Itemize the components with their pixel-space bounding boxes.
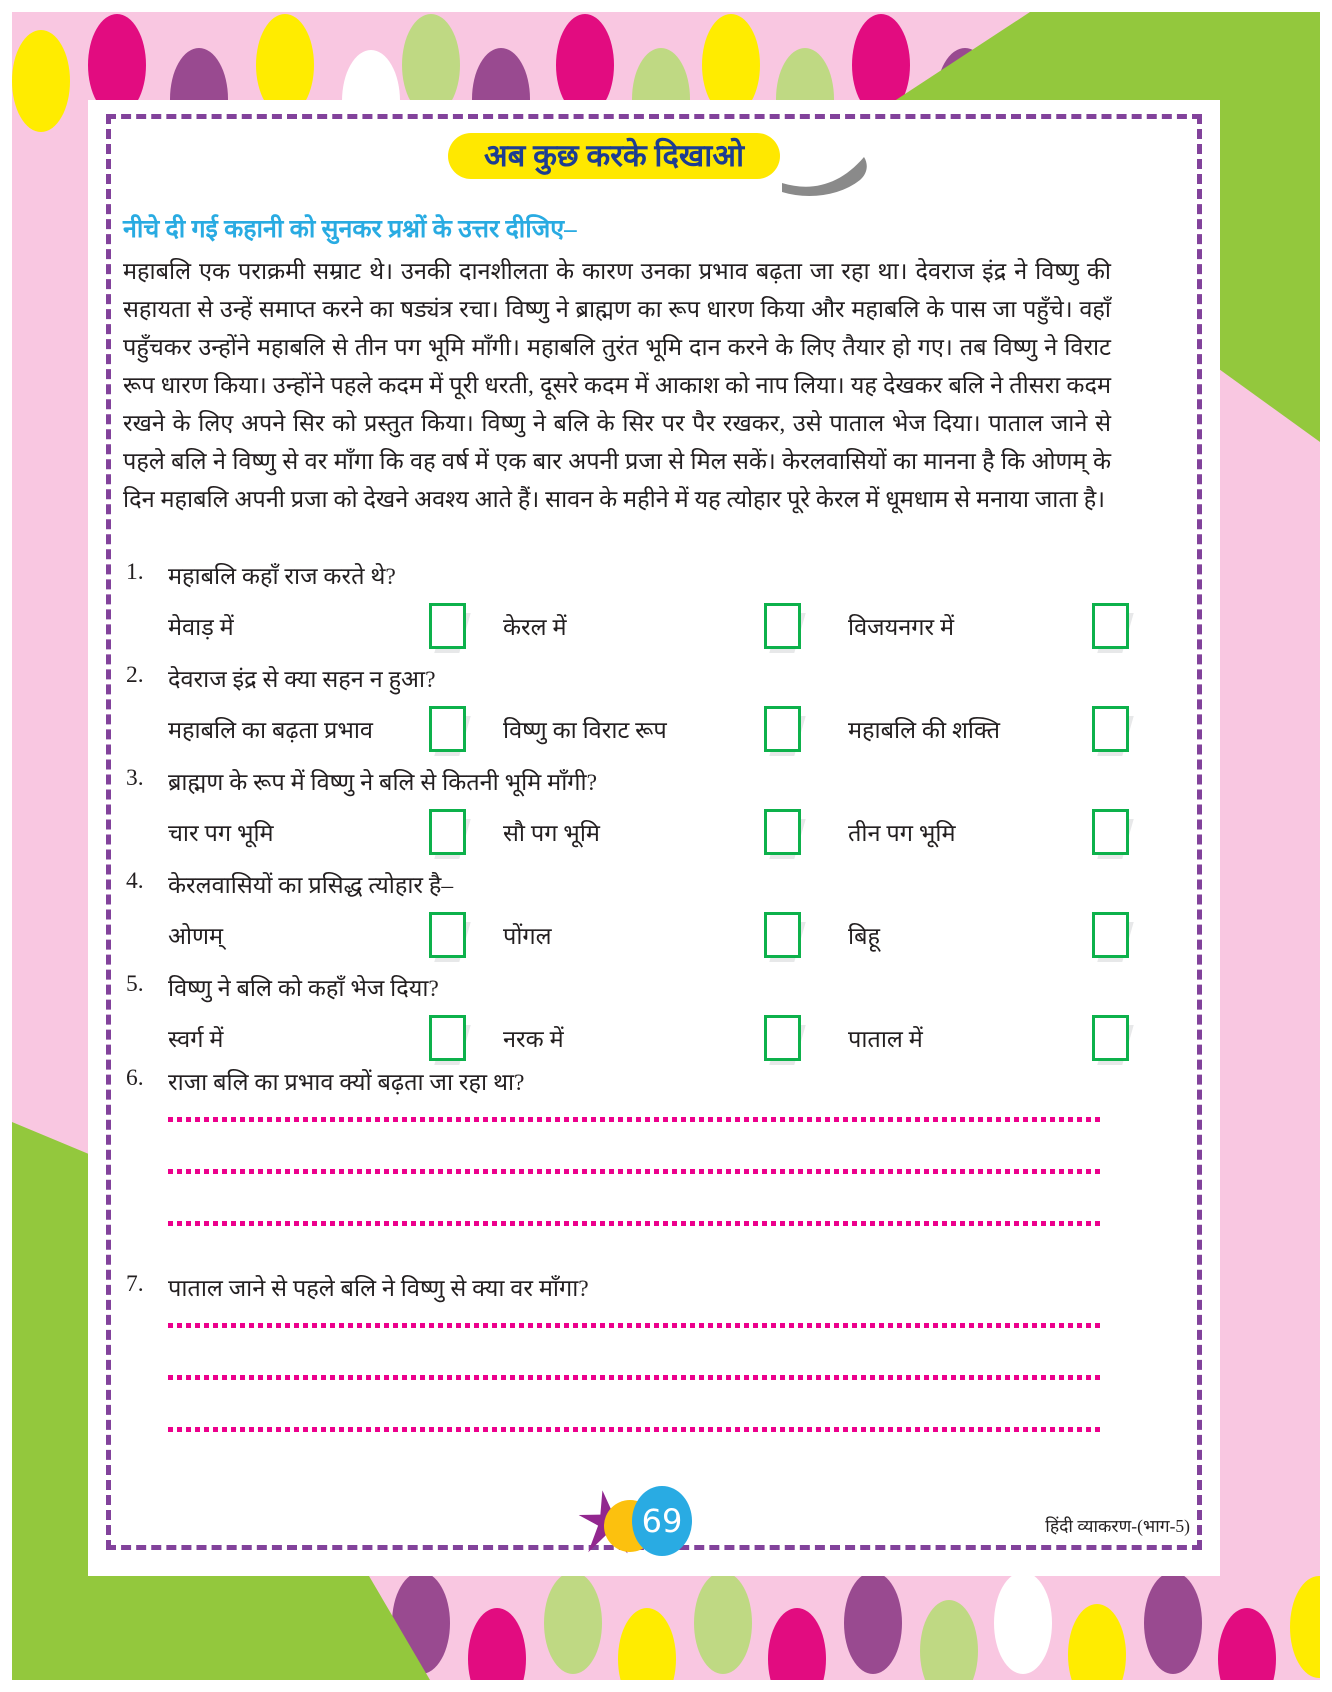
question-text: महाबलि कहाँ राज करते थे? [168,564,396,590]
option-checkbox[interactable] [764,1015,801,1061]
option-label: बिहू [848,924,880,950]
options-row-3 [168,809,1197,855]
option-label: तीन पग भूमि [848,821,956,847]
option-label: नरक में [503,1027,564,1053]
option-checkbox[interactable] [429,912,466,958]
option-checkbox[interactable] [1092,706,1129,752]
page-number-badge [580,1486,700,1564]
story-paragraph: महाबलि एक पराक्रमी सम्राट थे। उनकी दानशीलता के कारण उनका प्रभाव बढ़ता जा रहा था। देवराज इंद्र ने विष्णु की सहायता से उन्हें समाप्त करने का षड्यंत्र रचा। विष्णु ने ब्राह्मण का रूप धारण किया और महाबलि के पास जा पहुँचे। वहाँ पहुँचकर उन्होंने महाबलि से तीन पग भूमि माँगी। महाबलि तुरंत भूमि दान करने के लिए तैयार हो गए। तब विष्णु ने विराट रूप धारण किया। उन्होंने पहले कदम में पूरी धरती, दूसरे कदम में आकाश को नाप लिया। यह देखकर बलि ने तीसरा कदम रखने के लिए अपने सिर को प्रस्तुत किया। विष्णु ने बलि के सिर पर पैर रखकर, उसे पाताल भेज दिया। पाताल जाने से पहले बलि ने विष्णु से वर माँगा कि वह वर्ष में एक बार अपनी प्रजा से मिल सकें। केरलवासियों का मानना है कि ओणम् के दिन महाबलि अपनी प्रजा को देखने अवश्य आते हैं। सावन के महीने में यह त्योहार पूरे केरल में धूमधाम से मनाया जाता है। [123,259,1111,513]
activity-banner [111,133,1197,185]
answer-line[interactable] [168,1323,1103,1328]
answer-line[interactable] [168,1169,1103,1174]
option-checkbox[interactable] [764,809,801,855]
question-text: राजा बलि का प्रभाव क्यों बढ़ता जा रहा था? [168,1070,525,1096]
option-checkbox[interactable] [1092,1015,1129,1061]
option-checkbox[interactable] [429,603,466,649]
option-label: ओणम् [168,924,224,950]
decor-oval [618,1608,676,1680]
answer-line[interactable] [168,1221,1103,1226]
option-label: केरल में [503,615,567,641]
option-label: पाताल में [848,1027,923,1053]
footer-caption: हिंदी व्याकरण-(भाग-5) [1045,1516,1190,1536]
decor-oval [920,1600,978,1680]
question-number: 6. [126,1065,144,1091]
option-checkbox[interactable] [429,706,466,752]
decor-oval [694,1572,752,1674]
options-row-5 [168,1015,1197,1061]
question-text: देवराज इंद्र से क्या सहन न हुआ? [168,667,436,693]
decor-oval [12,30,70,132]
question-text: विष्णु ने बलि को कहाँ भेज दिया? [168,976,439,1002]
worksheet-card [88,100,1220,1576]
option-checkbox[interactable] [764,706,801,752]
answer-line[interactable] [168,1117,1103,1122]
question-number: 4. [126,868,144,894]
decor-oval [544,1572,602,1674]
page-number: 69 [632,1486,692,1556]
option-label: विजयनगर में [848,615,955,641]
question-text: पाताल जाने से पहले बलि ने विष्णु से क्या वर माँगा? [168,1276,589,1302]
answer-line[interactable] [168,1375,1103,1380]
mcq-question-2 [126,662,1197,694]
decor-oval [1144,1572,1202,1674]
question-text: केरलवासियों का प्रसिद्ध त्योहार है– [168,873,454,899]
decor-oval [768,1608,826,1680]
question-number: 1. [126,559,144,585]
option-label: पोंगल [503,924,552,950]
decor-oval [1218,1608,1276,1680]
option-checkbox[interactable] [429,1015,466,1061]
option-label: महाबलि की शक्ति [848,718,1000,744]
mcq-question-5 [126,971,1197,1003]
long-question-7 [126,1271,1197,1303]
options-row-1 [168,603,1197,649]
options-row-2 [168,706,1197,752]
mcq-question-1 [126,559,1197,591]
long-question-6 [126,1065,1197,1097]
instruction-heading: नीचे दी गई कहानी को सुनकर प्रश्नों के उत्तर दीजिए– [123,216,577,243]
option-label: स्वर्ग में [168,1027,224,1053]
decor-oval [994,1572,1052,1674]
option-checkbox[interactable] [1092,912,1129,958]
dashed-border [106,114,1202,1550]
option-checkbox[interactable] [1092,809,1129,855]
question-number: 3. [126,765,144,791]
option-label: चार पग भूमि [168,821,274,847]
option-checkbox[interactable] [429,809,466,855]
option-label: विष्णु का विराट रूप [503,718,667,744]
option-label: मेवाड़ में [168,615,234,641]
decor-oval [1290,1576,1320,1678]
question-number: 7. [126,1271,144,1297]
option-checkbox[interactable] [1092,603,1129,649]
options-row-4 [168,912,1197,958]
decor-oval [1068,1604,1126,1680]
option-label: सौ पग भूमि [503,821,600,847]
question-text: ब्राह्मण के रूप में विष्णु ने बलि से कितनी भूमि माँगी? [168,770,598,796]
question-number: 2. [126,662,144,688]
banner-title: अब कुछ करके दिखाओ [448,133,780,179]
mcq-question-3 [126,765,1197,797]
banner-swoosh-icon [780,155,884,190]
option-checkbox[interactable] [764,603,801,649]
answer-line[interactable] [168,1427,1103,1432]
decor-oval [844,1572,902,1674]
question-number: 5. [126,971,144,997]
option-checkbox[interactable] [764,912,801,958]
option-label: महाबलि का बढ़ता प्रभाव [168,718,373,744]
mcq-question-4 [126,868,1197,900]
decor-oval [468,1608,526,1680]
